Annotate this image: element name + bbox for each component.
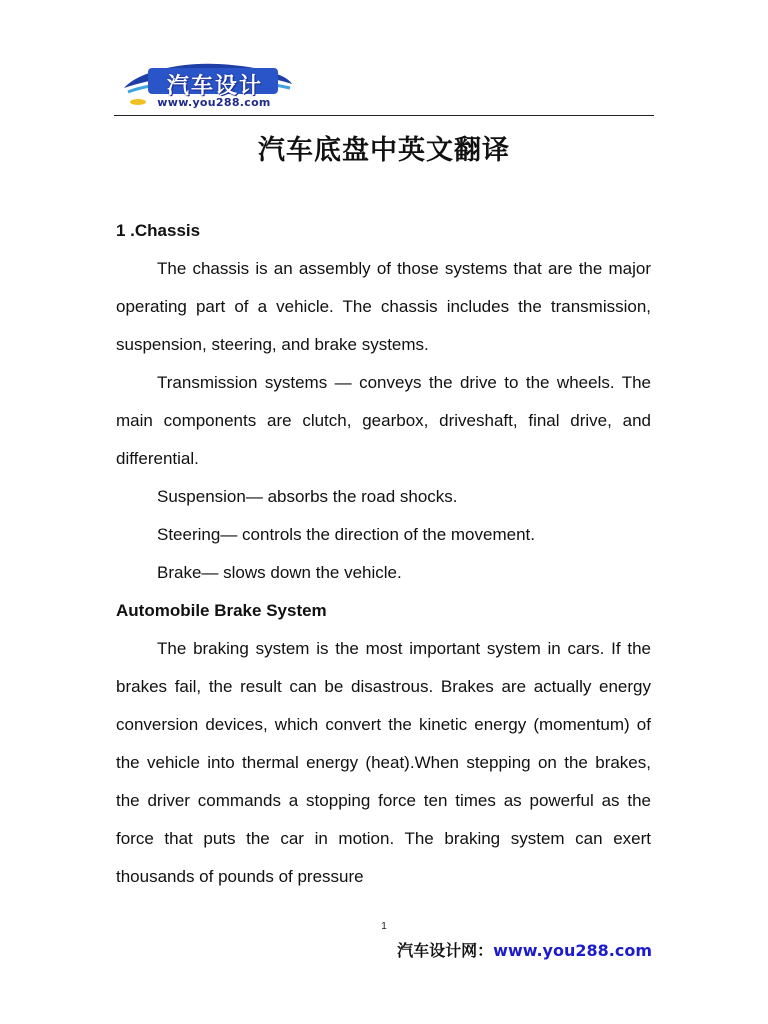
paragraph: The chassis is an assembly of those systems that are the major operating part of a vehicle. The chassis includes the transmission, suspension, steering, and brake systems. — [116, 259, 651, 354]
paragraph: Suspension— absorbs the road shocks. — [157, 487, 458, 506]
page-title: 汽车底盘中英文翻译 — [258, 135, 510, 166]
footer-site-link[interactable]: www.you288.com — [493, 941, 652, 960]
footer-site-label: 汽车设计网： — [397, 941, 494, 960]
logo-text: 汽车设计 — [166, 73, 263, 98]
footer — [397, 938, 652, 961]
section-heading-brake-system: Automobile Brake System — [116, 601, 327, 620]
paragraph: The braking system is the most important system in cars. If the brakes fail, the result can be disastrous. Brakes are actually energy conversion devices, which convert the kinetic energy (momentum) of the vehicle into thermal energy (heat).When stepping on the brakes, the driver commands a stopping force ten times as powerful as the force that puts the car in motion. The braking system can exert thousands of pounds of pressure — [116, 639, 651, 886]
page-number: 1 — [381, 921, 387, 932]
logo-url: www.you288.com — [157, 96, 271, 109]
section-heading-chassis: 1 .Chassis — [116, 221, 201, 240]
header-rule — [114, 115, 654, 116]
paragraph: Transmission systems — conveys the drive to the wheels. The main components are clutch, gearbox, driveshaft, final drive, and differential. — [116, 373, 651, 468]
document-body — [116, 212, 651, 896]
paragraph: Brake— slows down the vehicle. — [157, 563, 402, 582]
site-logo[interactable] — [118, 58, 296, 116]
paragraph: Steering— controls the direction of the movement. — [157, 525, 535, 544]
